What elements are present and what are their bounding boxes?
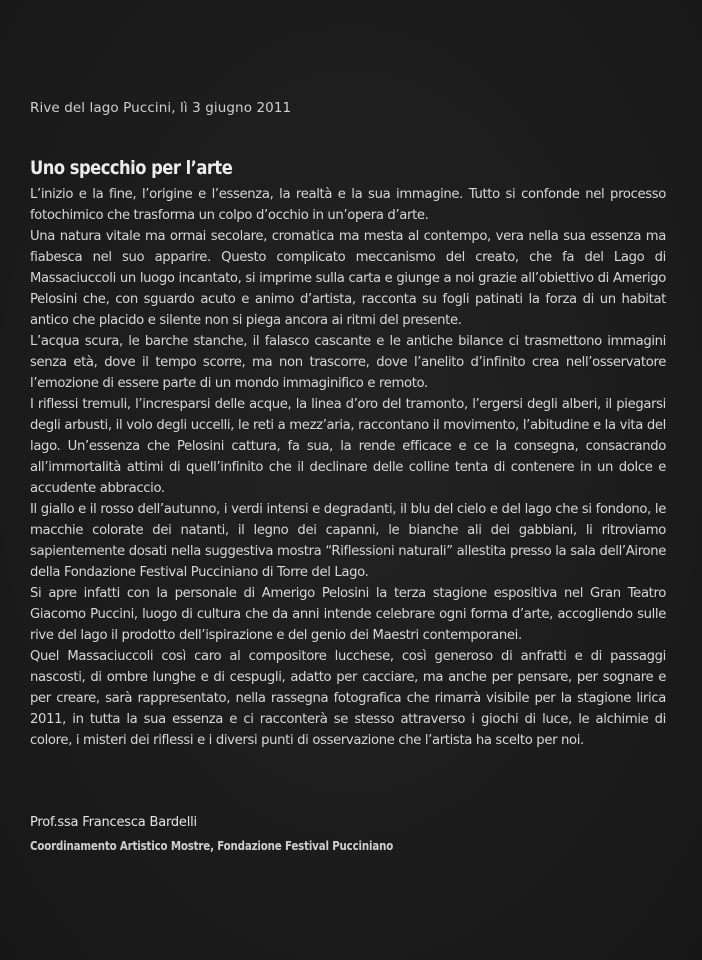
- place-date: Rive del lago Puccini, lì 3 giugno 2011: [30, 100, 292, 116]
- paragraph: Si apre infatti con la personale di Amerigo Pelosini la terza stagione espositiva nel Gran Teatro Giacomo Puccini, luogo di cultura che da anni intende celebrare ogni forma d’arte, accogliendo sulle rive del lago il prodotto dell’ispirazione e del genio dei Maestri contemporanei.: [30, 586, 666, 643]
- author-name: Prof.ssa Francesca Bardelli: [30, 815, 197, 830]
- paragraph: L’inizio e la fine, l’origine e l’essenza, la realtà e la sua immagine. Tutto si confonde nel processo fotochimico che trasforma un colpo d’occhio in un’opera d’arte.: [30, 187, 666, 223]
- article-body: [30, 184, 666, 751]
- paragraph: Una natura vitale ma ormai secolare, cromatica ma mesta al contempo, vera nella sua essenza ma fiabesca nel suo apparire. Questo complicato meccanismo del creato, che fa del Lago di Massaciuccoli un luogo incantato, si imprime sulla carta e giunge a noi grazie all’obiettivo di Amerigo Pelosini che, con sguardo acuto e animo d’artista, racconta su fogli patinati la forza di un habitat antico che placido e silente non si piega ancora ai ritmi del presente.: [30, 229, 666, 328]
- paragraph: L’acqua scura, le barche stanche, il falasco cascante e le antiche bilance ci trasmettono immagini senza età, dove il tempo scorre, ma non trascorre, dove l’anelito d’infinito crea nell’osservatore l’emozione di essere parte di un mondo immaginifico e remoto.: [30, 334, 666, 391]
- paragraph: Quel Massaciuccoli così caro al compositore lucchese, così generoso di anfratti e di passaggi nascosti, di ombre lunghe e di cespugli, adatto per cacciare, ma anche per pensare, per sognare e per creare, sarà rappresentato, nella rassegna fotografica che rimarrà visibile per la stagione lirica 2011, in tutta la sua essenza e ci racconterà se stesso attraverso i giochi di luce, le alchimie di colore, i misteri dei riflessi e i diversi punti di osservazione che l’artista ha scelto per noi.: [30, 649, 666, 748]
- author-role: Coordinamento Artistico Mostre, Fondazione Festival Pucciniano: [30, 838, 394, 853]
- paragraph: I riflessi tremuli, l’incresparsi delle acque, la linea d’oro del tramonto, l’ergersi degli alberi, il piegarsi degli arbusti, il volo degli uccelli, le reti a mezz’aria, raccontano il movimento, l’abitudine e la vita del lago. Un’essenza che Pelosini cattura, fa sua, la rende efficace e ce la consegna, consacrando all’immortalità attimi di quell’infinito che il declinare delle colline tenta di contenere in un dolce e accudente abbraccio.: [30, 397, 666, 496]
- paragraph: Il giallo e il rosso dell’autunno, i verdi intensi e degradanti, il blu del cielo e del lago che si fondono, le macchie colorate dei natanti, il legno dei capanni, le bianche ali dei gabbiani, li ritroviamo sapientemente dosati nella suggestiva mostra “Riflessioni naturali” allestita presso la sala dell’Airone della Fondazione Festival Pucciniano di Torre del Lago.: [30, 502, 666, 580]
- article-title: Uno specchio per l’arte: [30, 157, 233, 179]
